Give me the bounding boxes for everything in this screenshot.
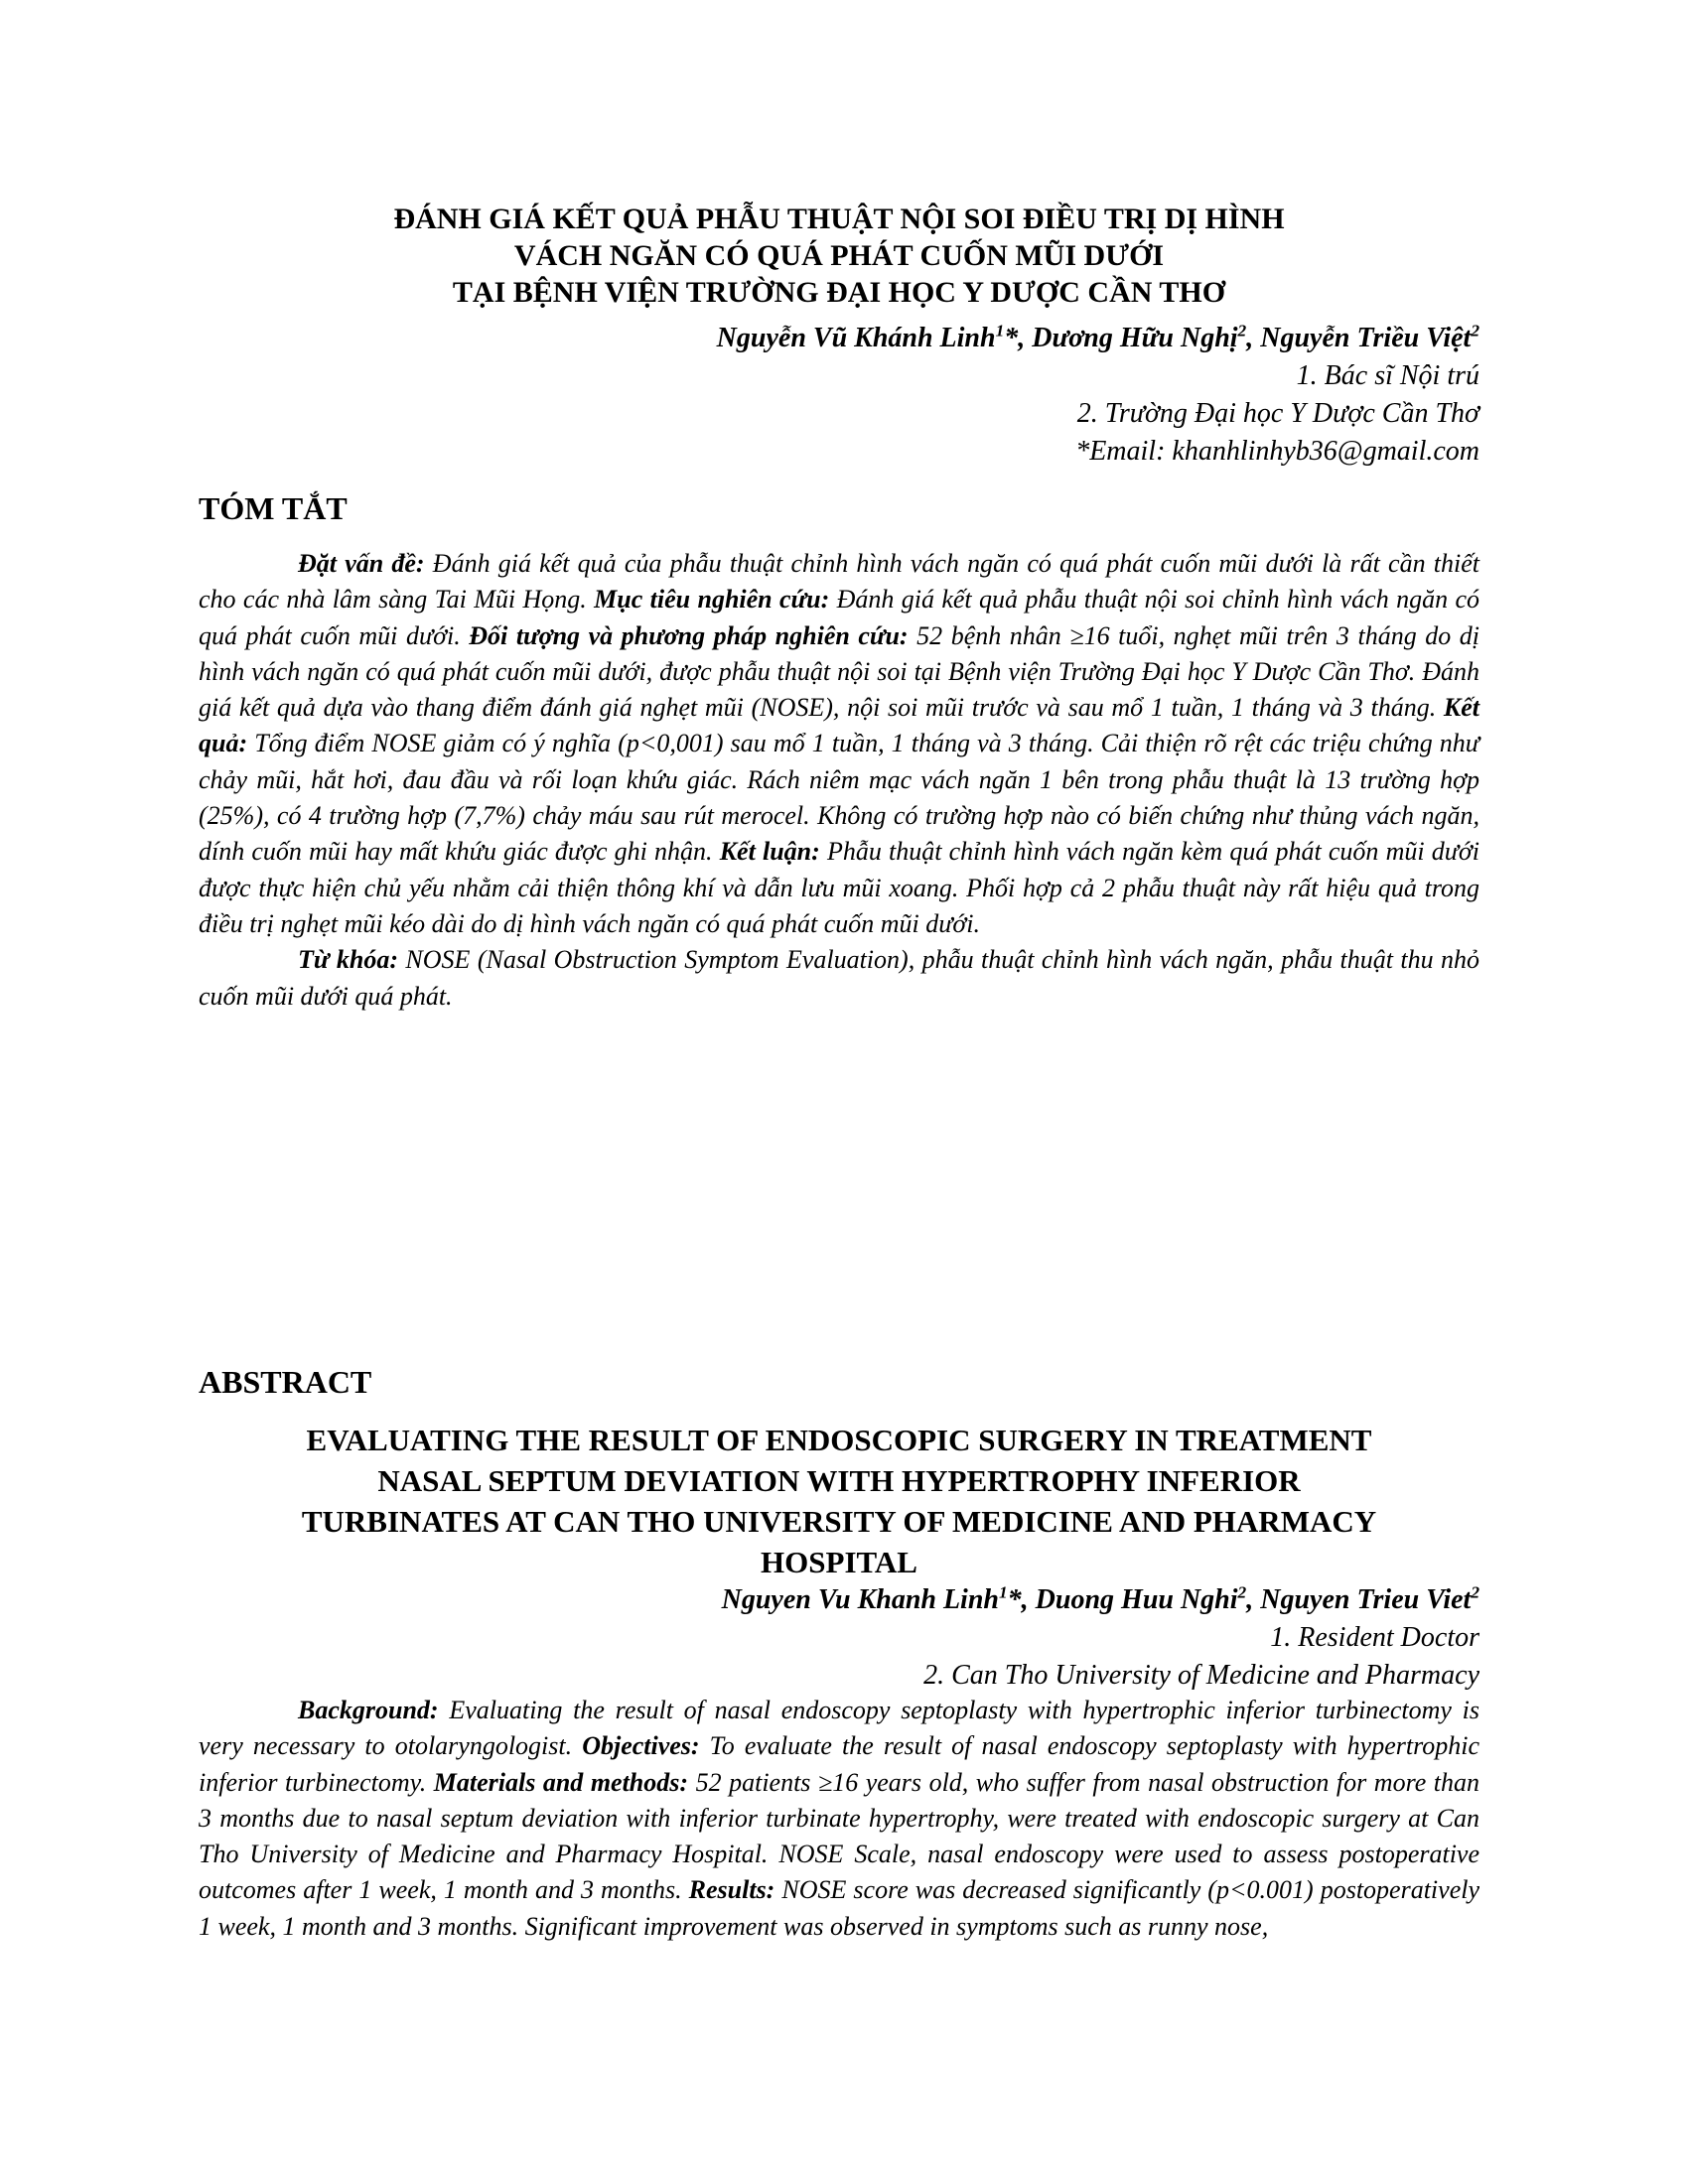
keywords-label: Từ khóa: (298, 945, 398, 975)
abstract-text: Đánh giá kết quả phẫu thuật nội soi chỉnh hình vách ngăn có quá phát cuốn mũi dưới. (199, 585, 1479, 650)
author-name: Nguyen Trieu Viet (1260, 1584, 1472, 1615)
abstract-label: Đặt vấn đề: (298, 549, 425, 578)
abstract-text: Đánh giá kết quả của phẫu thuật chỉnh hình vách ngăn có quá phát cuốn mũi dưới là rất cần thiết cho các nhà lâm sàng Tai Mũi Họng. (199, 549, 1479, 614)
author-name: Duong Huu Nghi (1035, 1584, 1238, 1615)
corresponding-mark: *, (1007, 1584, 1036, 1615)
vn-title-line: ĐÁNH GIÁ KẾT QUẢ PHẪU THUẬT NỘI SOI ĐIỀU TRỊ DỊ HÌNH (393, 203, 1285, 235)
section-heading-text: TÓM TẮT (199, 490, 348, 526)
vn-title-line: VÁCH NGĂN CÓ QUÁ PHÁT CUỐN MŨI DƯỚI (513, 239, 1165, 272)
vn-author-line (199, 320, 1479, 357)
vn-email: *Email: khanhlinhyb36@gmail.com (1075, 436, 1479, 467)
en-affiliation: 1. Resident Doctor (1270, 1622, 1479, 1653)
abstract-text: Tổng điểm NOSE giảm có ý nghĩa (p<0,001) sau mổ 1 tuần, 1 tháng và 3 tháng. Cải thiện rõ rệt các triệu chứng như chảy mũi, hắt hơi, đau đầu và rối loạn khứu giác. Rách niêm mạc vách ngăn 1 bên trong phẫu thuật là 13 trường hợp (25%), có 4 trường hợp (7,7%) chảy máu sau rút merocel. Không có trường hợp nào có biến chứng như thủng vách ngăn, dính cuốn mũi hay mất khứu giác được ghi nhận. (199, 729, 1479, 867)
section-heading-text: ABSTRACT (199, 1364, 372, 1400)
author-affil-mark: 2 (1471, 1582, 1479, 1602)
author-name: Nguyen Vu Khanh Linh (721, 1584, 999, 1615)
en-affiliation: 2. Can Tho University of Medicine and Pharmacy (923, 1660, 1479, 1691)
vn-section-heading (199, 488, 1479, 528)
abstract-label: Mục tiêu nghiên cứu: (594, 585, 830, 614)
en-title-line: HOSPITAL (761, 1545, 917, 1579)
author-separator: , (1246, 323, 1261, 353)
en-section-heading (199, 1362, 1479, 1402)
abstract-label: Results: (688, 1875, 775, 1905)
abstract-label: Kết quả: (199, 693, 1479, 758)
en-abstract (199, 1693, 1479, 1945)
abstract-text: 52 bệnh nhân ≥16 tuổi, nghẹt mũi trên 3 tháng do dị hình vách ngăn có quá phát cuốn mũi dưới, được phẫu thuật nội soi tại Bệnh viện Trường Đại học Y Dược Cần Thơ. Đánh giá kết quả dựa vào thang điểm đánh giá nghẹt mũi (NOSE), nội soi mũi trước và sau mổ 1 tuần, 1 tháng và 3 tháng. (199, 620, 1480, 723)
author-name: Dương Hữu Nghị (1032, 323, 1238, 353)
author-affil-mark: 1 (998, 1582, 1008, 1602)
abstract-label: Materials and methods: (433, 1767, 689, 1797)
author-affil-mark: 2 (1237, 1582, 1247, 1602)
vn-affiliation: 1. Bác sĩ Nội trú (1296, 360, 1479, 391)
corresponding-mark: *, (1004, 323, 1033, 353)
author-affil-mark: 1 (995, 321, 1005, 341)
vn-title-line: TẠI BỆNH VIỆN TRƯỜNG ĐẠI HỌC Y DƯỢC CẦN THƠ (452, 276, 1226, 309)
en-title-line: NASAL SEPTUM DEVIATION WITH HYPERTROPHY INFERIOR (377, 1463, 1301, 1498)
author-name: Nguyễn Vũ Khánh Linh (716, 323, 996, 353)
abstract-label: Đối tượng và phương pháp nghiên cứu: (469, 620, 909, 650)
en-abstract-paragraph (199, 1693, 1479, 1945)
abstract-text: Evaluating the result of nasal endoscopy septoplasty with hypertrophic inferior turbinectomy is very necessary to otolaryngologist. (199, 1696, 1479, 1761)
en-title-line: EVALUATING THE RESULT OF ENDOSCOPIC SURGERY IN TREATMENT (306, 1423, 1372, 1457)
abstract-label: Background: (298, 1696, 439, 1724)
author-name: Nguyễn Triều Việt (1260, 323, 1472, 353)
abstract-label: Kết luận: (719, 837, 820, 867)
abstract-text: To evaluate the result of nasal endoscopy septoplasty with hypertrophic inferior turbinectomy. (199, 1731, 1479, 1797)
abstract-text: 52 patients ≥16 years old, who suffer from nasal obstruction for more than 3 months due to nasal septum deviation with inferior turbinate hypertrophy, were treated with endoscopic surgery at Can Tho University of Medicine and Pharmacy Hospital. NOSE Scale, nasal endoscopy were used to assess postoperative outcomes after 1 week, 1 month and 3 months. (199, 1767, 1480, 1905)
en-author-line (199, 1581, 1479, 1619)
abstract-text: Phẫu thuật chỉnh hình vách ngăn kèm quá phát cuốn mũi dưới được thực hiện chủ yếu nhằm cải thiện thông khí và dẫn lưu mũi xoang. Phối hợp cả 2 phẫu thuật này rất hiệu quả trong điều trị nghẹt mũi kéo dài do dị hình vách ngăn có quá phát cuốn mũi dưới. (199, 837, 1480, 938)
vn-abstract-paragraph (199, 546, 1479, 942)
author-separator: , (1246, 1584, 1261, 1615)
abstract-label: Objectives: (582, 1731, 700, 1761)
vn-affiliation: 2. Trường Đại học Y Dược Cần Thơ (1076, 398, 1479, 429)
author-affil-mark: 2 (1237, 321, 1247, 341)
vn-keywords (199, 942, 1479, 1015)
abstract-text: NOSE score was decreased significantly (p<0.001) postoperatively 1 week, 1 month and 3 months. Significant improvement was observed in symptoms such as runny nose, (199, 1875, 1479, 1941)
en-authors (199, 1581, 1479, 1695)
vn-authors (199, 320, 1479, 471)
en-title (199, 1420, 1479, 1582)
author-affil-mark: 2 (1471, 321, 1479, 341)
en-title-line: TURBINATES AT CAN THO UNIVERSITY OF MEDICINE AND PHARMACY (301, 1504, 1377, 1539)
vn-title (199, 201, 1479, 311)
vn-abstract (199, 546, 1479, 1015)
keywords-text: NOSE (Nasal Obstruction Symptom Evaluation), phẫu thuật chỉnh hình vách ngăn, phẫu thuật thu nhỏ cuốn mũi dưới quá phát. (199, 945, 1479, 1011)
